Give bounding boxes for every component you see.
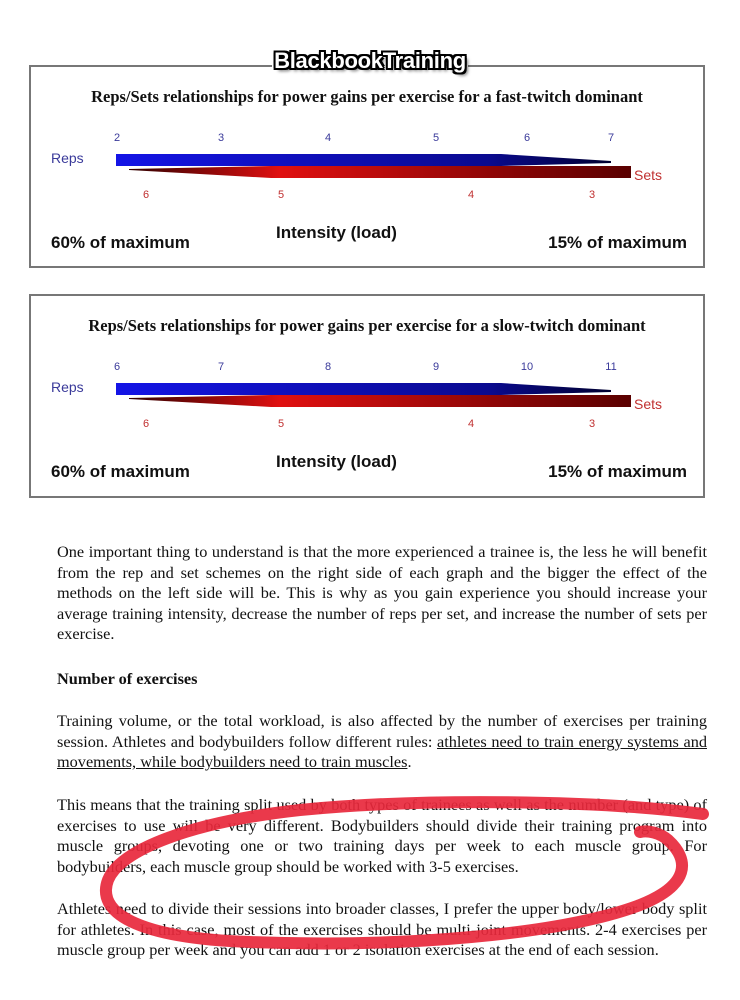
reps-tick: 10 xyxy=(520,361,534,373)
paragraph-experience xyxy=(57,542,707,645)
paragraph-volume xyxy=(57,711,707,773)
sets-tick: 4 xyxy=(467,418,475,430)
sets-tick: 3 xyxy=(588,418,596,430)
paragraph-text: Athletes need to divide their sessions into broader classes, I prefer the upper body/lower body split for athletes. In this case, most of the exercises should be multi-joint movements. 2-4 exercises per muscle group per week and you can add 1 or 2 isolation exercises at the end of each session. xyxy=(57,899,707,959)
sets-bar xyxy=(129,166,631,178)
reps-label: Reps xyxy=(51,379,84,395)
reps-tick: 11 xyxy=(605,361,617,373)
sets-tick: 4 xyxy=(467,189,475,201)
reps-label: Reps xyxy=(51,150,84,166)
reps-tick: 3 xyxy=(217,132,225,144)
chart-slow-twitch xyxy=(29,294,705,498)
chart-title: Reps/Sets relationships for power gains per exercise for a slow-twitch dominant xyxy=(88,316,646,335)
axis-label: Intensity (load) xyxy=(276,223,397,242)
sets-tick: 5 xyxy=(277,418,285,430)
sets-tick: 5 xyxy=(277,189,285,201)
sets-tick: 6 xyxy=(142,418,150,430)
reps-tick: 9 xyxy=(432,361,440,373)
chart-title: Reps/Sets relationships for power gains per exercise for a fast-twitch dominant xyxy=(91,87,643,106)
reps-tick: 8 xyxy=(324,361,332,373)
reps-tick: 5 xyxy=(432,132,440,144)
paragraph-split xyxy=(57,795,707,877)
sets-tick: 6 xyxy=(142,189,150,201)
reps-bar xyxy=(116,383,611,395)
logo xyxy=(0,48,740,74)
sets-label: Sets xyxy=(634,167,663,183)
reps-tick: 2 xyxy=(113,132,121,144)
paragraph-text: One important thing to understand is that the more experienced a trainee is, the less he will benefit from the rep and set schemes on the right side of each graph and the bigger the effect of the methods on the left side will be. This is why as you gain experience you should increase your average training intensity, decrease the number of reps per set, and increase the number of sets per exercise. xyxy=(57,542,707,643)
reps-tick: 6 xyxy=(523,132,531,144)
sets-label: Sets xyxy=(634,396,663,412)
paragraph-end: . xyxy=(407,752,412,771)
underlined-text: athletes need to train energy systems and movements, while bodybuilders need to train muscles xyxy=(57,731,707,771)
reps-tick: 7 xyxy=(217,361,225,373)
right-intensity-label: 15% of maximum xyxy=(548,233,687,252)
sets-bar xyxy=(129,395,631,407)
paragraph-text: Training volume, or the total workload, is also affected by the number of exercises per training session. Athletes and bodybuilders follow different rules: xyxy=(57,711,707,751)
chart-fast-twitch xyxy=(29,65,705,268)
sets-tick: 3 xyxy=(588,189,596,201)
reps-tick: 6 xyxy=(113,361,121,373)
logo-text: BlackbookTraining xyxy=(274,48,466,73)
paragraph-text: This means that the training split used by both types of trainees as well as the number (and type) of exercises to use will be very different. Bodybuilders should divide their training program into muscle groups, devoting one or two training days per week to each muscle group. For bodybuilders, each muscle group should be worked with 3-5 exercises. xyxy=(57,795,707,876)
paragraph-athletes xyxy=(57,899,707,961)
axis-label: Intensity (load) xyxy=(276,452,397,471)
reps-tick: 4 xyxy=(324,132,332,144)
section-heading xyxy=(57,669,707,690)
reps-tick: 7 xyxy=(607,132,615,144)
reps-bar xyxy=(116,154,611,166)
right-intensity-label: 15% of maximum xyxy=(548,462,687,481)
left-intensity-label: 60% of maximum xyxy=(51,462,190,481)
heading-text: Number of exercises xyxy=(57,669,198,688)
left-intensity-label: 60% of maximum xyxy=(51,233,190,252)
